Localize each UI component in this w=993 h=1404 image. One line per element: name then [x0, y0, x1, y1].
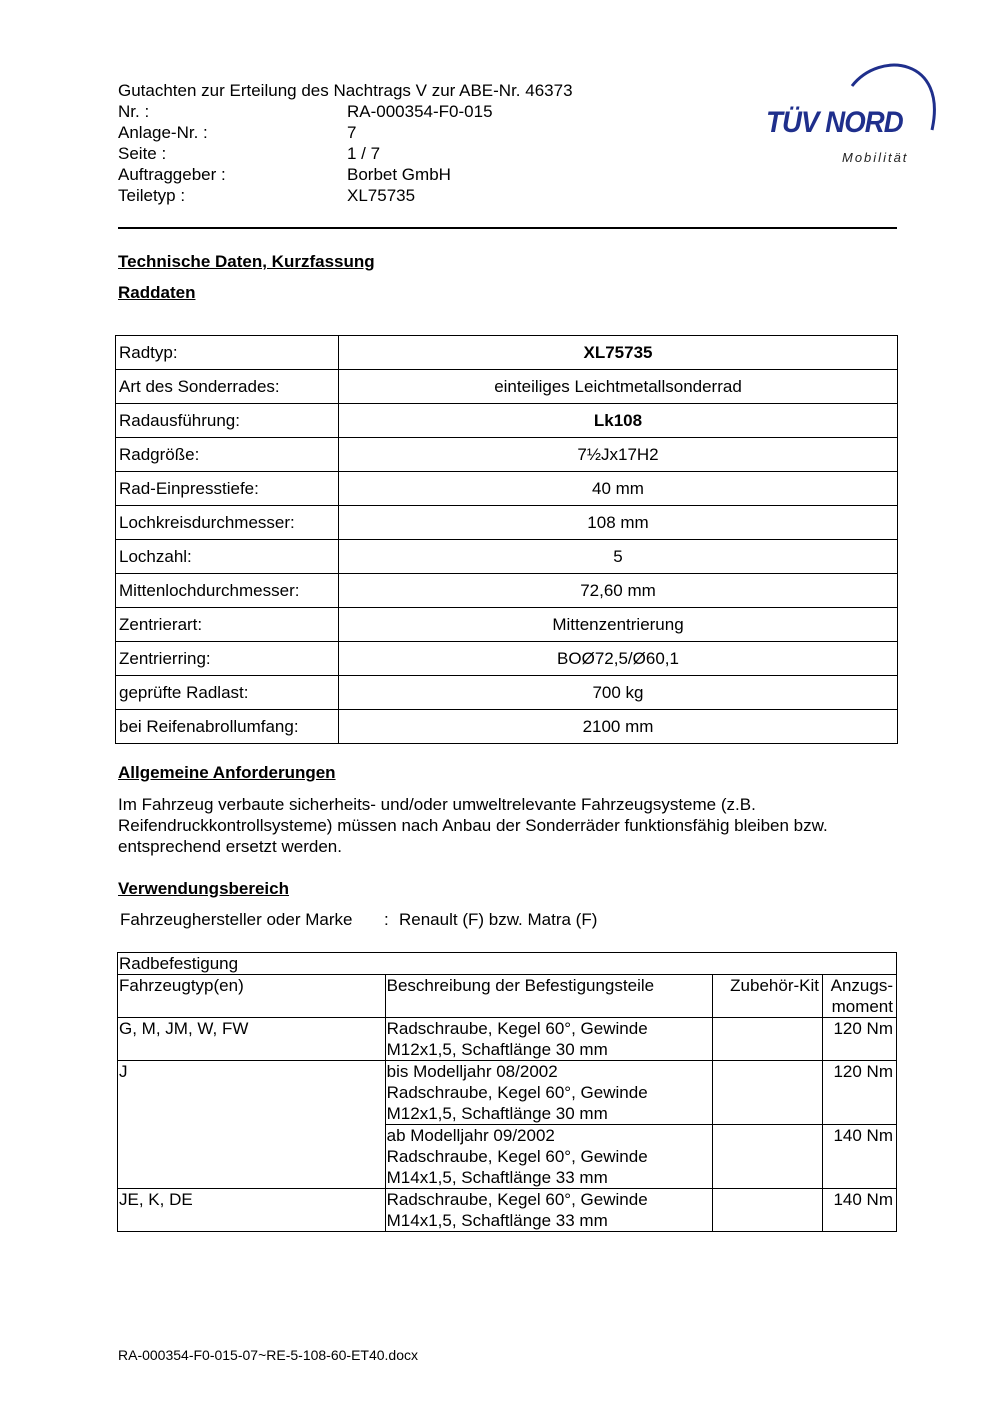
text-line: Radschraube, Kegel 60°, Gewinde	[386, 1147, 648, 1166]
cell-beschreibung	[385, 1189, 712, 1232]
anlage-label: Anlage-Nr. :	[118, 123, 208, 142]
auftraggeber-value: Borbet GmbH	[347, 165, 451, 184]
anlage-value: 7	[347, 123, 357, 142]
teiletyp-label: Teiletyp :	[118, 186, 186, 205]
tuv-nord-logo	[760, 58, 940, 173]
text-line: M12x1,5, Schaftlänge 30 mm	[386, 1104, 608, 1123]
header-fahrzeugtyp: Fahrzeugtyp(en)	[118, 975, 386, 1018]
table-row	[118, 1189, 897, 1232]
header-anzugsmoment	[822, 975, 896, 1018]
cell-kit	[713, 1018, 823, 1061]
section-technische-daten: Technische Daten, Kurzfassung	[118, 252, 375, 271]
logo-subtext: Mobilität	[842, 150, 909, 165]
cell-kit	[713, 1061, 823, 1125]
footer-filename: RA-000354-F0-015-07~RE-5-108-60-ET40.docx	[118, 1347, 418, 1363]
text-line: Radschraube, Kegel 60°, Gewinde	[386, 1019, 648, 1038]
row-value: 40 mm	[339, 472, 898, 506]
table-header-row	[118, 975, 897, 1018]
cell-fahrzeugtyp: J	[118, 1061, 386, 1189]
header-beschreibung: Beschreibung der Befestigungsteile	[385, 975, 712, 1018]
document-title: Gutachten zur Erteilung des Nachtrags V zur ABE-Nr. 46373	[118, 81, 573, 100]
row-label: Zentrierring:	[116, 642, 339, 676]
row-label: Mittenlochdurchmesser:	[116, 574, 339, 608]
row-value: XL75735	[339, 336, 898, 370]
table-row	[116, 506, 898, 540]
cell-kit	[713, 1189, 823, 1232]
seite-label: Seite :	[118, 144, 167, 163]
text-line: M12x1,5, Schaftlänge 30 mm	[386, 1040, 608, 1059]
row-label: Rad-Einpresstiefe:	[116, 472, 339, 506]
logo-text: TÜV NORD	[766, 106, 903, 139]
header-divider	[118, 227, 897, 229]
cell-moment: 120 Nm	[822, 1018, 896, 1061]
cell-fahrzeugtyp: JE, K, DE	[118, 1189, 386, 1232]
header-anzugsmoment-line1: Anzugs-	[830, 976, 893, 995]
row-value: BOØ72,5/Ø60,1	[339, 642, 898, 676]
hersteller-separator: :	[384, 910, 389, 929]
cell-moment: 140 Nm	[822, 1189, 896, 1232]
row-value: Mittenzentrierung	[339, 608, 898, 642]
row-value: 2100 mm	[339, 710, 898, 744]
nr-value: RA-000354-F0-015	[347, 102, 493, 121]
row-value: 700 kg	[339, 676, 898, 710]
row-value: 7½Jx17H2	[339, 438, 898, 472]
text-line: M14x1,5, Schaftlänge 33 mm	[386, 1211, 608, 1230]
header-zubehoer-kit: Zubehör-Kit	[713, 975, 823, 1018]
cell-fahrzeugtyp: G, M, JM, W, FW	[118, 1018, 386, 1061]
cell-beschreibung	[385, 1061, 712, 1125]
row-value: 108 mm	[339, 506, 898, 540]
table-row	[116, 370, 898, 404]
hersteller-label: Fahrzeughersteller oder Marke	[120, 910, 353, 929]
cell-beschreibung	[385, 1018, 712, 1061]
cell-kit	[713, 1125, 823, 1189]
text-line: Reifendruckkontrollsysteme) müssen nach Anbau der Sonderräder funktionsfähig bleiben bzw.	[118, 816, 828, 835]
cell-moment: 120 Nm	[822, 1061, 896, 1125]
text-line: bis Modelljahr 08/2002	[386, 1062, 558, 1081]
section-allgemeine-anforderungen: Allgemeine Anforderungen	[118, 763, 336, 782]
text-line: M14x1,5, Schaftlänge 33 mm	[386, 1168, 608, 1187]
table-row	[116, 438, 898, 472]
table-row	[116, 710, 898, 744]
row-value: Lk108	[339, 404, 898, 438]
row-value: einteiliges Leichtmetallsonderrad	[339, 370, 898, 404]
table-title: Radbefestigung	[118, 953, 897, 975]
text-line: ab Modelljahr 09/2002	[386, 1126, 555, 1145]
row-value: 5	[339, 540, 898, 574]
teiletyp-value: XL75735	[347, 186, 416, 205]
cell-moment: 140 Nm	[822, 1125, 896, 1189]
table-row	[116, 642, 898, 676]
raddaten-table	[115, 335, 898, 744]
row-label: Lochzahl:	[116, 540, 339, 574]
text-line: Im Fahrzeug verbaute sicherheits- und/oder umweltrelevante Fahrzeugsysteme (z.B.	[118, 795, 756, 814]
table-row	[116, 336, 898, 370]
seite-value: 1 / 7	[347, 144, 381, 163]
section-verwendungsbereich: Verwendungsbereich	[118, 879, 289, 898]
row-label: Radtyp:	[116, 336, 339, 370]
table-row	[116, 574, 898, 608]
text-line: Radschraube, Kegel 60°, Gewinde	[386, 1190, 648, 1209]
row-label: geprüfte Radlast:	[116, 676, 339, 710]
row-value: 72,60 mm	[339, 574, 898, 608]
table-title-row	[118, 953, 897, 975]
table-row	[116, 608, 898, 642]
row-label: bei Reifenabrollumfang:	[116, 710, 339, 744]
table-row	[116, 472, 898, 506]
table-row	[116, 404, 898, 438]
radbefestigung-table	[117, 952, 897, 1232]
section-raddaten: Raddaten	[118, 283, 196, 302]
row-label: Lochkreisdurchmesser:	[116, 506, 339, 540]
allgemeine-text	[118, 794, 908, 857]
header-anzugsmoment-line2: moment	[831, 997, 893, 1016]
row-label: Radgröße:	[116, 438, 339, 472]
row-label: Radausführung:	[116, 404, 339, 438]
nr-label: Nr. :	[118, 102, 150, 121]
table-row	[116, 676, 898, 710]
auftraggeber-label: Auftraggeber :	[118, 165, 226, 184]
row-label: Art des Sonderrades:	[116, 370, 339, 404]
text-line: Radschraube, Kegel 60°, Gewinde	[386, 1083, 648, 1102]
hersteller-value: Renault (F) bzw. Matra (F)	[399, 910, 598, 929]
table-row	[116, 540, 898, 574]
cell-beschreibung	[385, 1125, 712, 1189]
table-row	[118, 1061, 897, 1125]
table-row	[118, 1018, 897, 1061]
row-label: Zentrierart:	[116, 608, 339, 642]
text-line: entsprechend ersetzt werden.	[118, 837, 342, 856]
